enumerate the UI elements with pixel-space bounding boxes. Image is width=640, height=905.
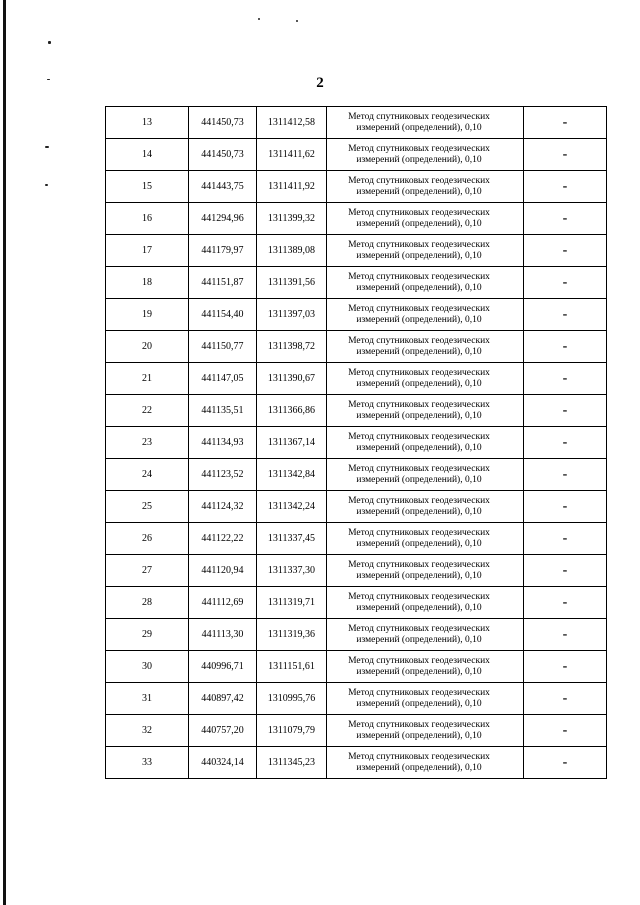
x-coordinate-cell: 441150,77 [189,331,257,363]
point-number-cell: 16 [106,203,189,235]
method-line-2: измерений (определений), 0,10 [356,314,482,325]
table-row [106,107,607,139]
page-number: 2 [316,75,324,91]
method-line-1: Метод спутниковых геодезических [348,655,490,666]
note-cell: - [524,651,607,683]
point-number-cell: 15 [106,171,189,203]
method-line-1: Метод спутниковых геодезических [348,687,490,698]
x-coordinate-cell: 440897,42 [189,683,257,715]
point-number-cell: 27 [106,555,189,587]
note-cell: - [524,523,607,555]
table-row [106,139,607,171]
y-coordinate-cell: 1311367,14 [257,427,327,459]
method-cell [327,523,524,555]
method-line-2: измерений (определений), 0,10 [356,346,482,357]
table-row [106,395,607,427]
point-number-cell: 30 [106,651,189,683]
method-cell [327,363,524,395]
point-number-cell: 22 [106,395,189,427]
point-number-cell: 33 [106,747,189,779]
method-line-2: измерений (определений), 0,10 [356,570,482,581]
point-number-cell: 29 [106,619,189,651]
note-cell: - [524,555,607,587]
method-line-2: измерений (определений), 0,10 [356,666,482,677]
method-cell [327,651,524,683]
y-coordinate-cell: 1311390,67 [257,363,327,395]
method-line-1: Метод спутниковых геодезических [348,335,490,346]
note-cell: - [524,267,607,299]
y-coordinate-cell: 1311151,61 [257,651,327,683]
y-coordinate-cell: 1311342,84 [257,459,327,491]
method-line-1: Метод спутниковых геодезических [348,143,490,154]
point-number-cell: 32 [106,715,189,747]
method-line-1: Метод спутниковых геодезических [348,303,490,314]
scan-speck [258,18,260,20]
table-row [106,203,607,235]
x-coordinate-cell: 441124,32 [189,491,257,523]
method-line-2: измерений (определений), 0,10 [356,282,482,293]
y-coordinate-cell: 1311366,86 [257,395,327,427]
method-line-2: измерений (определений), 0,10 [356,410,482,421]
point-number-cell: 31 [106,683,189,715]
method-cell [327,235,524,267]
method-cell [327,267,524,299]
method-line-2: измерений (определений), 0,10 [356,122,482,133]
method-line-2: измерений (определений), 0,10 [356,762,482,773]
x-coordinate-cell: 440324,14 [189,747,257,779]
y-coordinate-cell: 1311412,58 [257,107,327,139]
x-coordinate-cell: 441147,05 [189,363,257,395]
scan-speck [45,146,49,148]
point-number-cell: 17 [106,235,189,267]
method-line-2: измерений (определений), 0,10 [356,154,482,165]
page-left-border [3,0,6,905]
y-coordinate-cell: 1311389,08 [257,235,327,267]
x-coordinate-cell: 441112,69 [189,587,257,619]
y-coordinate-cell: 1311337,30 [257,555,327,587]
note-cell: - [524,203,607,235]
table-row [106,619,607,651]
method-line-1: Метод спутниковых геодезических [348,623,490,634]
point-number-cell: 26 [106,523,189,555]
point-number-cell: 21 [106,363,189,395]
method-line-1: Метод спутниковых геодезических [348,175,490,186]
note-cell: - [524,395,607,427]
method-cell [327,555,524,587]
y-coordinate-cell: 1311411,62 [257,139,327,171]
x-coordinate-cell: 441450,73 [189,139,257,171]
point-number-cell: 23 [106,427,189,459]
y-coordinate-cell: 1311397,03 [257,299,327,331]
y-coordinate-cell: 1311342,24 [257,491,327,523]
method-cell [327,331,524,363]
method-cell [327,491,524,523]
method-line-2: измерений (определений), 0,10 [356,538,482,549]
table-row [106,683,607,715]
note-cell: - [524,587,607,619]
note-cell: - [524,107,607,139]
method-line-2: измерений (определений), 0,10 [356,634,482,645]
method-line-1: Метод спутниковых геодезических [348,559,490,570]
note-cell: - [524,235,607,267]
method-line-2: измерений (определений), 0,10 [356,442,482,453]
table-row [106,235,607,267]
x-coordinate-cell: 441450,73 [189,107,257,139]
x-coordinate-cell: 441294,96 [189,203,257,235]
note-cell: - [524,299,607,331]
method-line-1: Метод спутниковых геодезических [348,399,490,410]
method-cell [327,683,524,715]
scan-speck [48,41,51,44]
y-coordinate-cell: 1311399,32 [257,203,327,235]
method-line-1: Метод спутниковых геодезических [348,463,490,474]
x-coordinate-cell: 441151,87 [189,267,257,299]
y-coordinate-cell: 1311398,72 [257,331,327,363]
table-row [106,651,607,683]
method-line-1: Метод спутниковых геодезических [348,495,490,506]
note-cell: - [524,427,607,459]
x-coordinate-cell: 441134,93 [189,427,257,459]
method-line-2: измерений (определений), 0,10 [356,186,482,197]
y-coordinate-cell: 1311319,71 [257,587,327,619]
method-line-2: измерений (определений), 0,10 [356,730,482,741]
x-coordinate-cell: 441113,30 [189,619,257,651]
table-row [106,555,607,587]
method-cell [327,459,524,491]
point-number-cell: 19 [106,299,189,331]
x-coordinate-cell: 441154,40 [189,299,257,331]
method-line-2: измерений (определений), 0,10 [356,474,482,485]
note-cell: - [524,683,607,715]
method-line-1: Метод спутниковых геодезических [348,527,490,538]
table-row [106,491,607,523]
table-row [106,331,607,363]
method-line-2: измерений (определений), 0,10 [356,602,482,613]
table-row [106,459,607,491]
method-line-1: Метод спутниковых геодезических [348,239,490,250]
method-cell [327,107,524,139]
table-row [106,587,607,619]
note-cell: - [524,363,607,395]
y-coordinate-cell: 1311337,45 [257,523,327,555]
point-number-cell: 28 [106,587,189,619]
note-cell: - [524,619,607,651]
table-row [106,427,607,459]
point-number-cell: 13 [106,107,189,139]
method-line-1: Метод спутниковых геодезических [348,207,490,218]
method-line-1: Метод спутниковых геодезических [348,591,490,602]
x-coordinate-cell: 441123,52 [189,459,257,491]
table-row [106,171,607,203]
note-cell: - [524,331,607,363]
table-row [106,523,607,555]
method-line-1: Метод спутниковых геодезических [348,719,490,730]
method-cell [327,715,524,747]
table-row [106,715,607,747]
note-cell: - [524,715,607,747]
x-coordinate-cell: 441122,22 [189,523,257,555]
x-coordinate-cell: 440757,20 [189,715,257,747]
table-row [106,363,607,395]
method-line-2: измерений (определений), 0,10 [356,250,482,261]
x-coordinate-cell: 441443,75 [189,171,257,203]
coordinates-table [105,106,607,779]
method-line-1: Метод спутниковых геодезических [348,367,490,378]
point-number-cell: 25 [106,491,189,523]
method-line-1: Метод спутниковых геодезических [348,111,490,122]
note-cell: - [524,747,607,779]
y-coordinate-cell: 1310995,76 [257,683,327,715]
table-row [106,747,607,779]
coordinates-table-body [106,107,607,779]
y-coordinate-cell: 1311345,23 [257,747,327,779]
note-cell: - [524,491,607,523]
x-coordinate-cell: 441179,97 [189,235,257,267]
method-line-2: измерений (определений), 0,10 [356,218,482,229]
note-cell: - [524,171,607,203]
y-coordinate-cell: 1311411,92 [257,171,327,203]
x-coordinate-cell: 441135,51 [189,395,257,427]
method-line-1: Метод спутниковых геодезических [348,431,490,442]
y-coordinate-cell: 1311391,56 [257,267,327,299]
method-cell [327,587,524,619]
scan-speck [296,20,298,22]
y-coordinate-cell: 1311079,79 [257,715,327,747]
method-cell [327,203,524,235]
scan-speck [45,184,48,186]
method-cell [327,171,524,203]
method-line-2: измерений (определений), 0,10 [356,698,482,709]
method-line-2: измерений (определений), 0,10 [356,378,482,389]
method-cell [327,395,524,427]
y-coordinate-cell: 1311319,36 [257,619,327,651]
note-cell: - [524,139,607,171]
method-line-1: Метод спутниковых геодезических [348,271,490,282]
method-cell [327,139,524,171]
method-cell [327,619,524,651]
x-coordinate-cell: 440996,71 [189,651,257,683]
method-cell [327,427,524,459]
method-cell [327,299,524,331]
table-row [106,299,607,331]
point-number-cell: 18 [106,267,189,299]
table-row [106,267,607,299]
note-cell: - [524,459,607,491]
method-line-2: измерений (определений), 0,10 [356,506,482,517]
point-number-cell: 24 [106,459,189,491]
x-coordinate-cell: 441120,94 [189,555,257,587]
point-number-cell: 14 [106,139,189,171]
method-line-1: Метод спутниковых геодезических [348,751,490,762]
method-cell [327,747,524,779]
point-number-cell: 20 [106,331,189,363]
